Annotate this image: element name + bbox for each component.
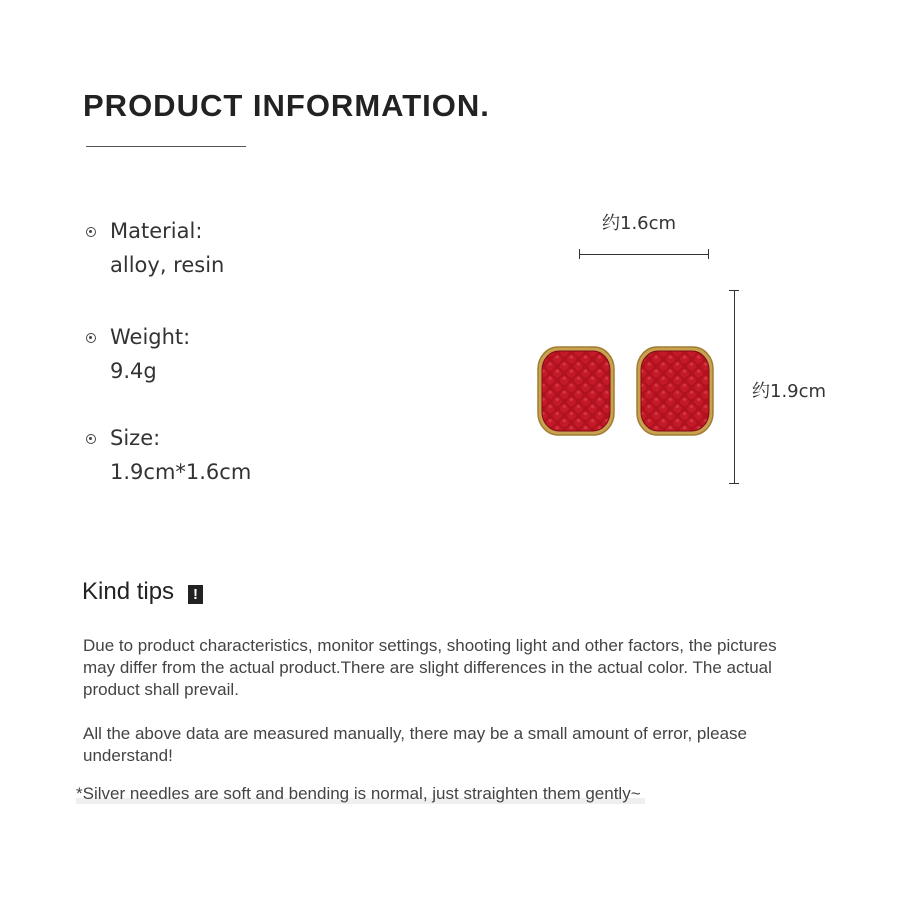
height-dimension-label: 约1.9cm — [752, 381, 827, 402]
tips-paragraph-measurement: All the above data are measured manually, there may be a small amount of error, please understand! — [83, 724, 747, 765]
height-dimension-tick — [729, 290, 739, 291]
exclamation-icon: ! — [188, 585, 203, 604]
width-dimension-line — [579, 254, 709, 255]
spec-label: Material: — [110, 219, 203, 243]
spec-label: Size: — [110, 426, 161, 450]
earring-left-image — [536, 345, 616, 437]
tips-paragraph-disclaimer: Due to product characteristics, monitor settings, shooting light and other factors, the pictures may differ from the actual product.There are slight differences in the actual color. The actual product shall prevail. — [83, 636, 777, 699]
page-title: PRODUCT INFORMATION. — [83, 88, 490, 123]
width-dimension-label: 约1.6cm — [602, 213, 677, 234]
bullet-icon — [86, 227, 96, 237]
spec-value: alloy, resin — [110, 253, 225, 277]
title-underline — [86, 146, 246, 147]
spec-value: 9.4g — [110, 359, 157, 383]
spec-label: Weight: — [110, 325, 191, 349]
tips-title: Kind tips — [82, 578, 175, 605]
bullet-icon — [86, 333, 96, 343]
tips-note: *Silver needles are soft and bending is normal, just straighten them gently~ — [76, 784, 645, 804]
spec-value: 1.9cm*1.6cm — [110, 460, 252, 484]
earring-right-image — [635, 345, 715, 437]
bullet-icon — [86, 434, 96, 444]
height-dimension-line — [734, 290, 735, 484]
height-dimension-tick — [729, 483, 739, 484]
width-dimension-tick — [708, 249, 709, 259]
width-dimension-tick — [579, 249, 580, 259]
